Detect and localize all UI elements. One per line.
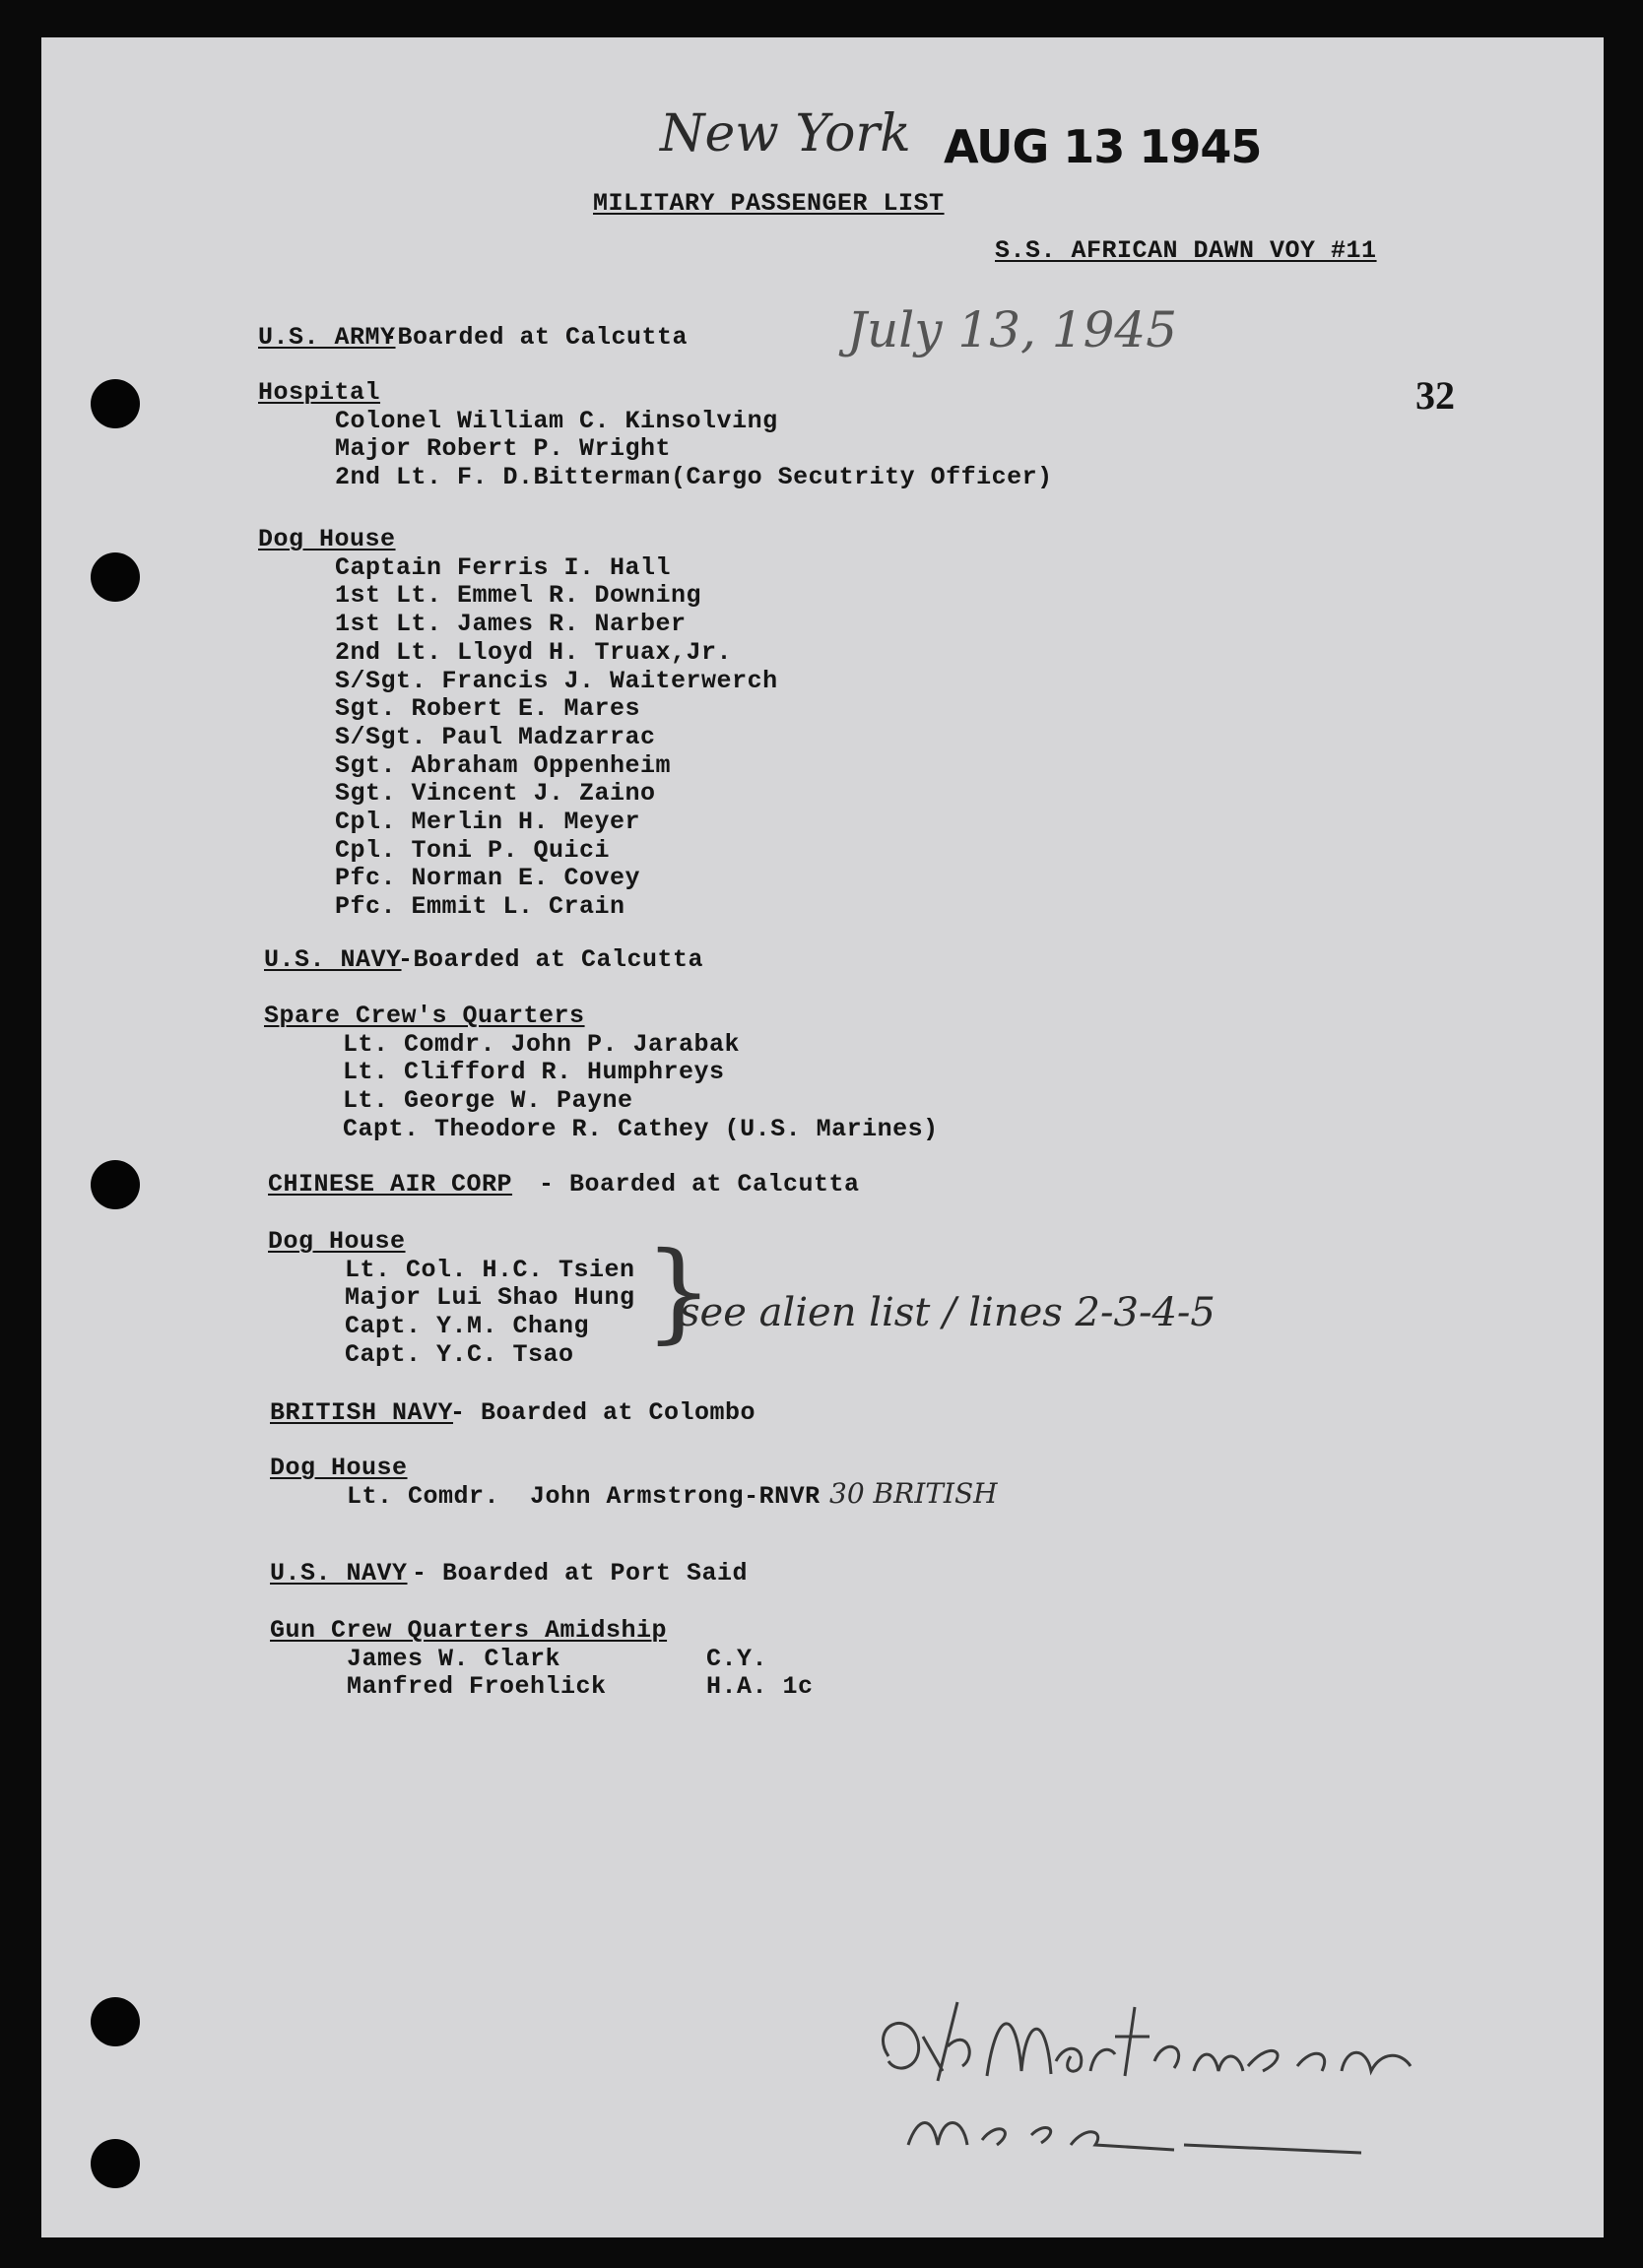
boarded-port: - Boarded at Calcutta: [539, 1170, 860, 1199]
date-stamp: AUG 13 1945: [944, 120, 1262, 173]
section-heading: CHINESE AIR CORP: [268, 1170, 513, 1199]
passenger-entry: Major Robert P. Wright: [335, 434, 672, 464]
quarters-label: Dog House: [268, 1227, 406, 1256]
passenger-entry: Capt. Theodore R. Cathey (U.S. Marines): [343, 1114, 939, 1143]
handwritten-note: see alien list / lines 2-3-4-5: [680, 1290, 1216, 1335]
punch-hole: [91, 1160, 140, 1209]
quarters-label: Dog House: [258, 525, 396, 553]
passenger-entry: 1st Lt. Emmel R. Downing: [335, 581, 702, 611]
passenger-entry: Cpl. Toni P. Quici: [335, 835, 611, 865]
punch-hole: [91, 379, 140, 428]
section-heading: U.S. NAVY: [270, 1559, 408, 1588]
passenger-entry: 2nd Lt. Lloyd H. Truax,Jr.: [335, 637, 733, 667]
passenger-entry: S/Sgt. Francis J. Waiterwerch: [335, 666, 778, 695]
handwritten-place: New York: [660, 104, 911, 163]
passenger-entry: Captain Ferris I. Hall: [335, 552, 672, 582]
boarded-port: - Boarded at Colombo: [450, 1398, 756, 1427]
passenger-entry: James W. Clark: [347, 1644, 561, 1673]
passenger-entry: Lt. Clifford R. Humphreys: [343, 1058, 725, 1087]
quarters-label: Spare Crew's Quarters: [264, 1002, 585, 1030]
passenger-entry: Lt. Col. H.C. Tsien: [345, 1255, 635, 1284]
passenger-entry: Lt. Comdr. John P. Jarabak: [343, 1029, 741, 1059]
ship-voyage: S.S. AFRICAN DAWN VOY #11: [995, 236, 1377, 265]
boarded-port: -Boarded at Calcutta: [382, 323, 689, 352]
page-number: 32: [1415, 373, 1455, 418]
section-heading: U.S. NAVY: [264, 945, 402, 974]
signature: [849, 1968, 1539, 2174]
punch-hole: [91, 1997, 140, 2046]
boarded-port: -Boarded at Calcutta: [398, 945, 704, 974]
document-page: [41, 37, 1604, 2237]
quarters-label: Hospital: [258, 378, 381, 407]
passenger-entry: Capt. Y.C. Tsao: [345, 1339, 574, 1369]
quarters-label: Dog House: [270, 1454, 408, 1482]
passenger-entry: 1st Lt. James R. Narber: [335, 610, 687, 639]
passenger-entry: S/Sgt. Paul Madzarrac: [335, 722, 656, 751]
passenger-rating: C.Y.: [706, 1644, 768, 1673]
section-heading: BRITISH NAVY: [270, 1398, 454, 1427]
passenger-entry: Colonel William C. Kinsolving: [335, 406, 778, 435]
passenger-entry: Major Lui Shao Hung: [345, 1283, 635, 1313]
passenger-entry: Lt. Comdr. John Armstrong-RNVR: [347, 1481, 821, 1511]
passenger-entry: Capt. Y.M. Chang: [345, 1312, 590, 1341]
quarters-label: Gun Crew Quarters Amidship: [270, 1616, 668, 1645]
punch-hole: [91, 552, 140, 602]
handwritten-date: July 13, 1945: [847, 301, 1178, 358]
document-title: MILITARY PASSENGER LIST: [593, 189, 945, 218]
passenger-entry: Lt. George W. Payne: [343, 1086, 633, 1116]
passenger-entry: Sgt. Robert E. Mares: [335, 694, 641, 724]
boarded-port: - Boarded at Port Said: [412, 1559, 749, 1588]
passenger-entry: Sgt. Vincent J. Zaino: [335, 779, 656, 809]
passenger-rating: H.A. 1c: [706, 1672, 814, 1702]
section-heading: U.S. ARMY: [258, 323, 396, 352]
bracket-mark: }: [644, 1228, 713, 1354]
passenger-entry: Pfc. Norman E. Covey: [335, 864, 641, 893]
passenger-entry: Pfc. Emmit L. Crain: [335, 892, 625, 922]
punch-hole: [91, 2139, 140, 2188]
passenger-entry: 2nd Lt. F. D.Bitterman(Cargo Secutrity Officer): [335, 463, 1053, 492]
passenger-entry: Sgt. Abraham Oppenheim: [335, 750, 672, 780]
handwritten-note: 30 BRITISH: [829, 1477, 998, 1510]
passenger-entry: Cpl. Merlin H. Meyer: [335, 808, 641, 836]
passenger-entry: Manfred Froehlick: [347, 1672, 607, 1702]
